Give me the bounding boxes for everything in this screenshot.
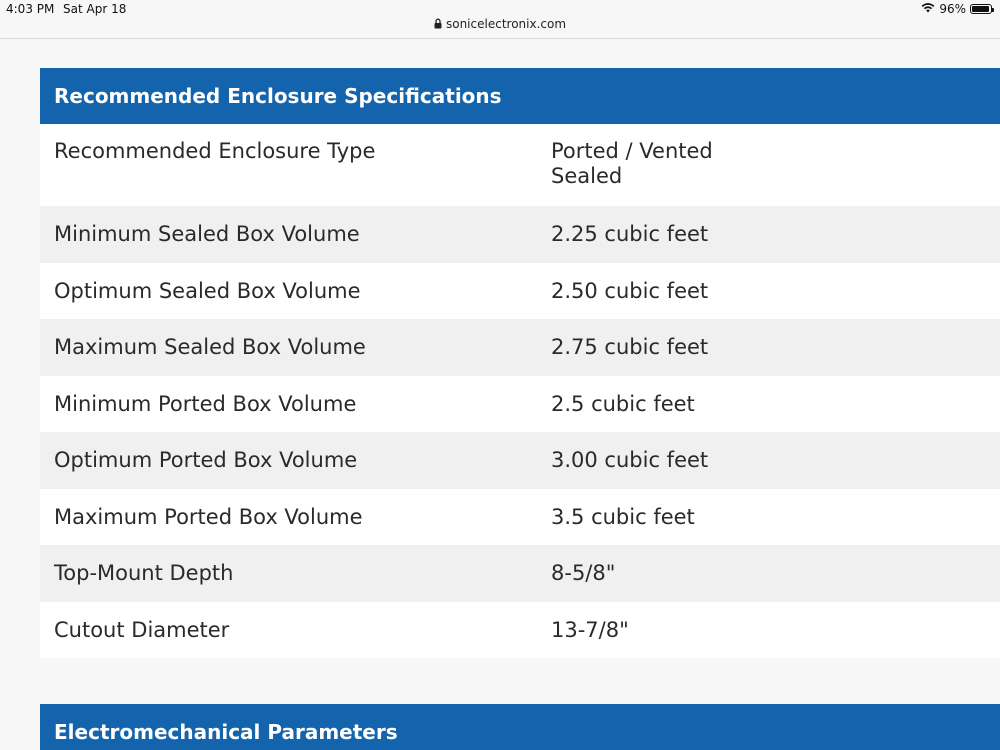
- spec-label: Optimum Sealed Box Volume: [54, 278, 361, 303]
- spec-row: [40, 376, 1000, 433]
- spec-label: Top-Mount Depth: [54, 561, 234, 586]
- spec-row: [40, 602, 1000, 659]
- spec-label: Cutout Diameter: [54, 617, 230, 642]
- enclosure-specs-section: [40, 68, 1000, 658]
- enclosure-specs-header: Recommended Enclosure Specifications: [40, 68, 1000, 124]
- spec-value: 3.5 cubic feet: [551, 504, 695, 529]
- wifi-icon: [921, 2, 935, 16]
- electromechanical-header: Electromechanical Parameters: [40, 704, 1000, 750]
- status-time: 4:03 PM: [6, 2, 55, 16]
- spec-row: [40, 545, 1000, 602]
- spec-row: [40, 432, 1000, 489]
- enclosure-specs-table: [40, 124, 1000, 658]
- spec-label: Maximum Sealed Box Volume: [54, 335, 366, 360]
- spec-label: Optimum Ported Box Volume: [54, 448, 358, 473]
- spec-row: [40, 319, 1000, 376]
- spec-value: 2.5 cubic feet: [551, 391, 695, 416]
- battery-level-fill: [972, 6, 989, 12]
- battery-icon: [970, 4, 992, 14]
- battery-percent: 96%: [939, 2, 966, 16]
- spec-label: Maximum Ported Box Volume: [54, 504, 363, 529]
- spec-value: [551, 139, 1000, 206]
- address-bar[interactable]: [0, 17, 1000, 37]
- spec-value: 2.25 cubic feet: [551, 222, 709, 247]
- spec-row-enclosure-type: [40, 124, 1000, 206]
- spec-value-line: Ported / Vented: [551, 139, 713, 163]
- status-date: Sat Apr 18: [63, 2, 127, 16]
- electromechanical-section: [40, 704, 1000, 750]
- spec-value: 8-5/8": [551, 561, 616, 586]
- spec-label: Minimum Ported Box Volume: [54, 391, 357, 416]
- spec-value-line: Sealed: [551, 164, 623, 188]
- spec-row: [40, 489, 1000, 546]
- toolbar-divider: [0, 38, 1000, 39]
- battery-cap: [992, 8, 994, 12]
- spec-value: 2.50 cubic feet: [551, 278, 709, 303]
- spec-row: [40, 206, 1000, 263]
- lock-icon: [434, 18, 442, 32]
- spec-label: Minimum Sealed Box Volume: [54, 222, 360, 247]
- spec-value: 3.00 cubic feet: [551, 448, 709, 473]
- url-text: sonicelectronix.com: [445, 17, 567, 31]
- spec-value: 13-7/8": [551, 617, 629, 642]
- status-indicators: [921, 2, 992, 16]
- spec-value: 2.75 cubic feet: [551, 335, 709, 360]
- spec-label: Recommended Enclosure Type: [54, 139, 376, 163]
- spec-row: [40, 263, 1000, 320]
